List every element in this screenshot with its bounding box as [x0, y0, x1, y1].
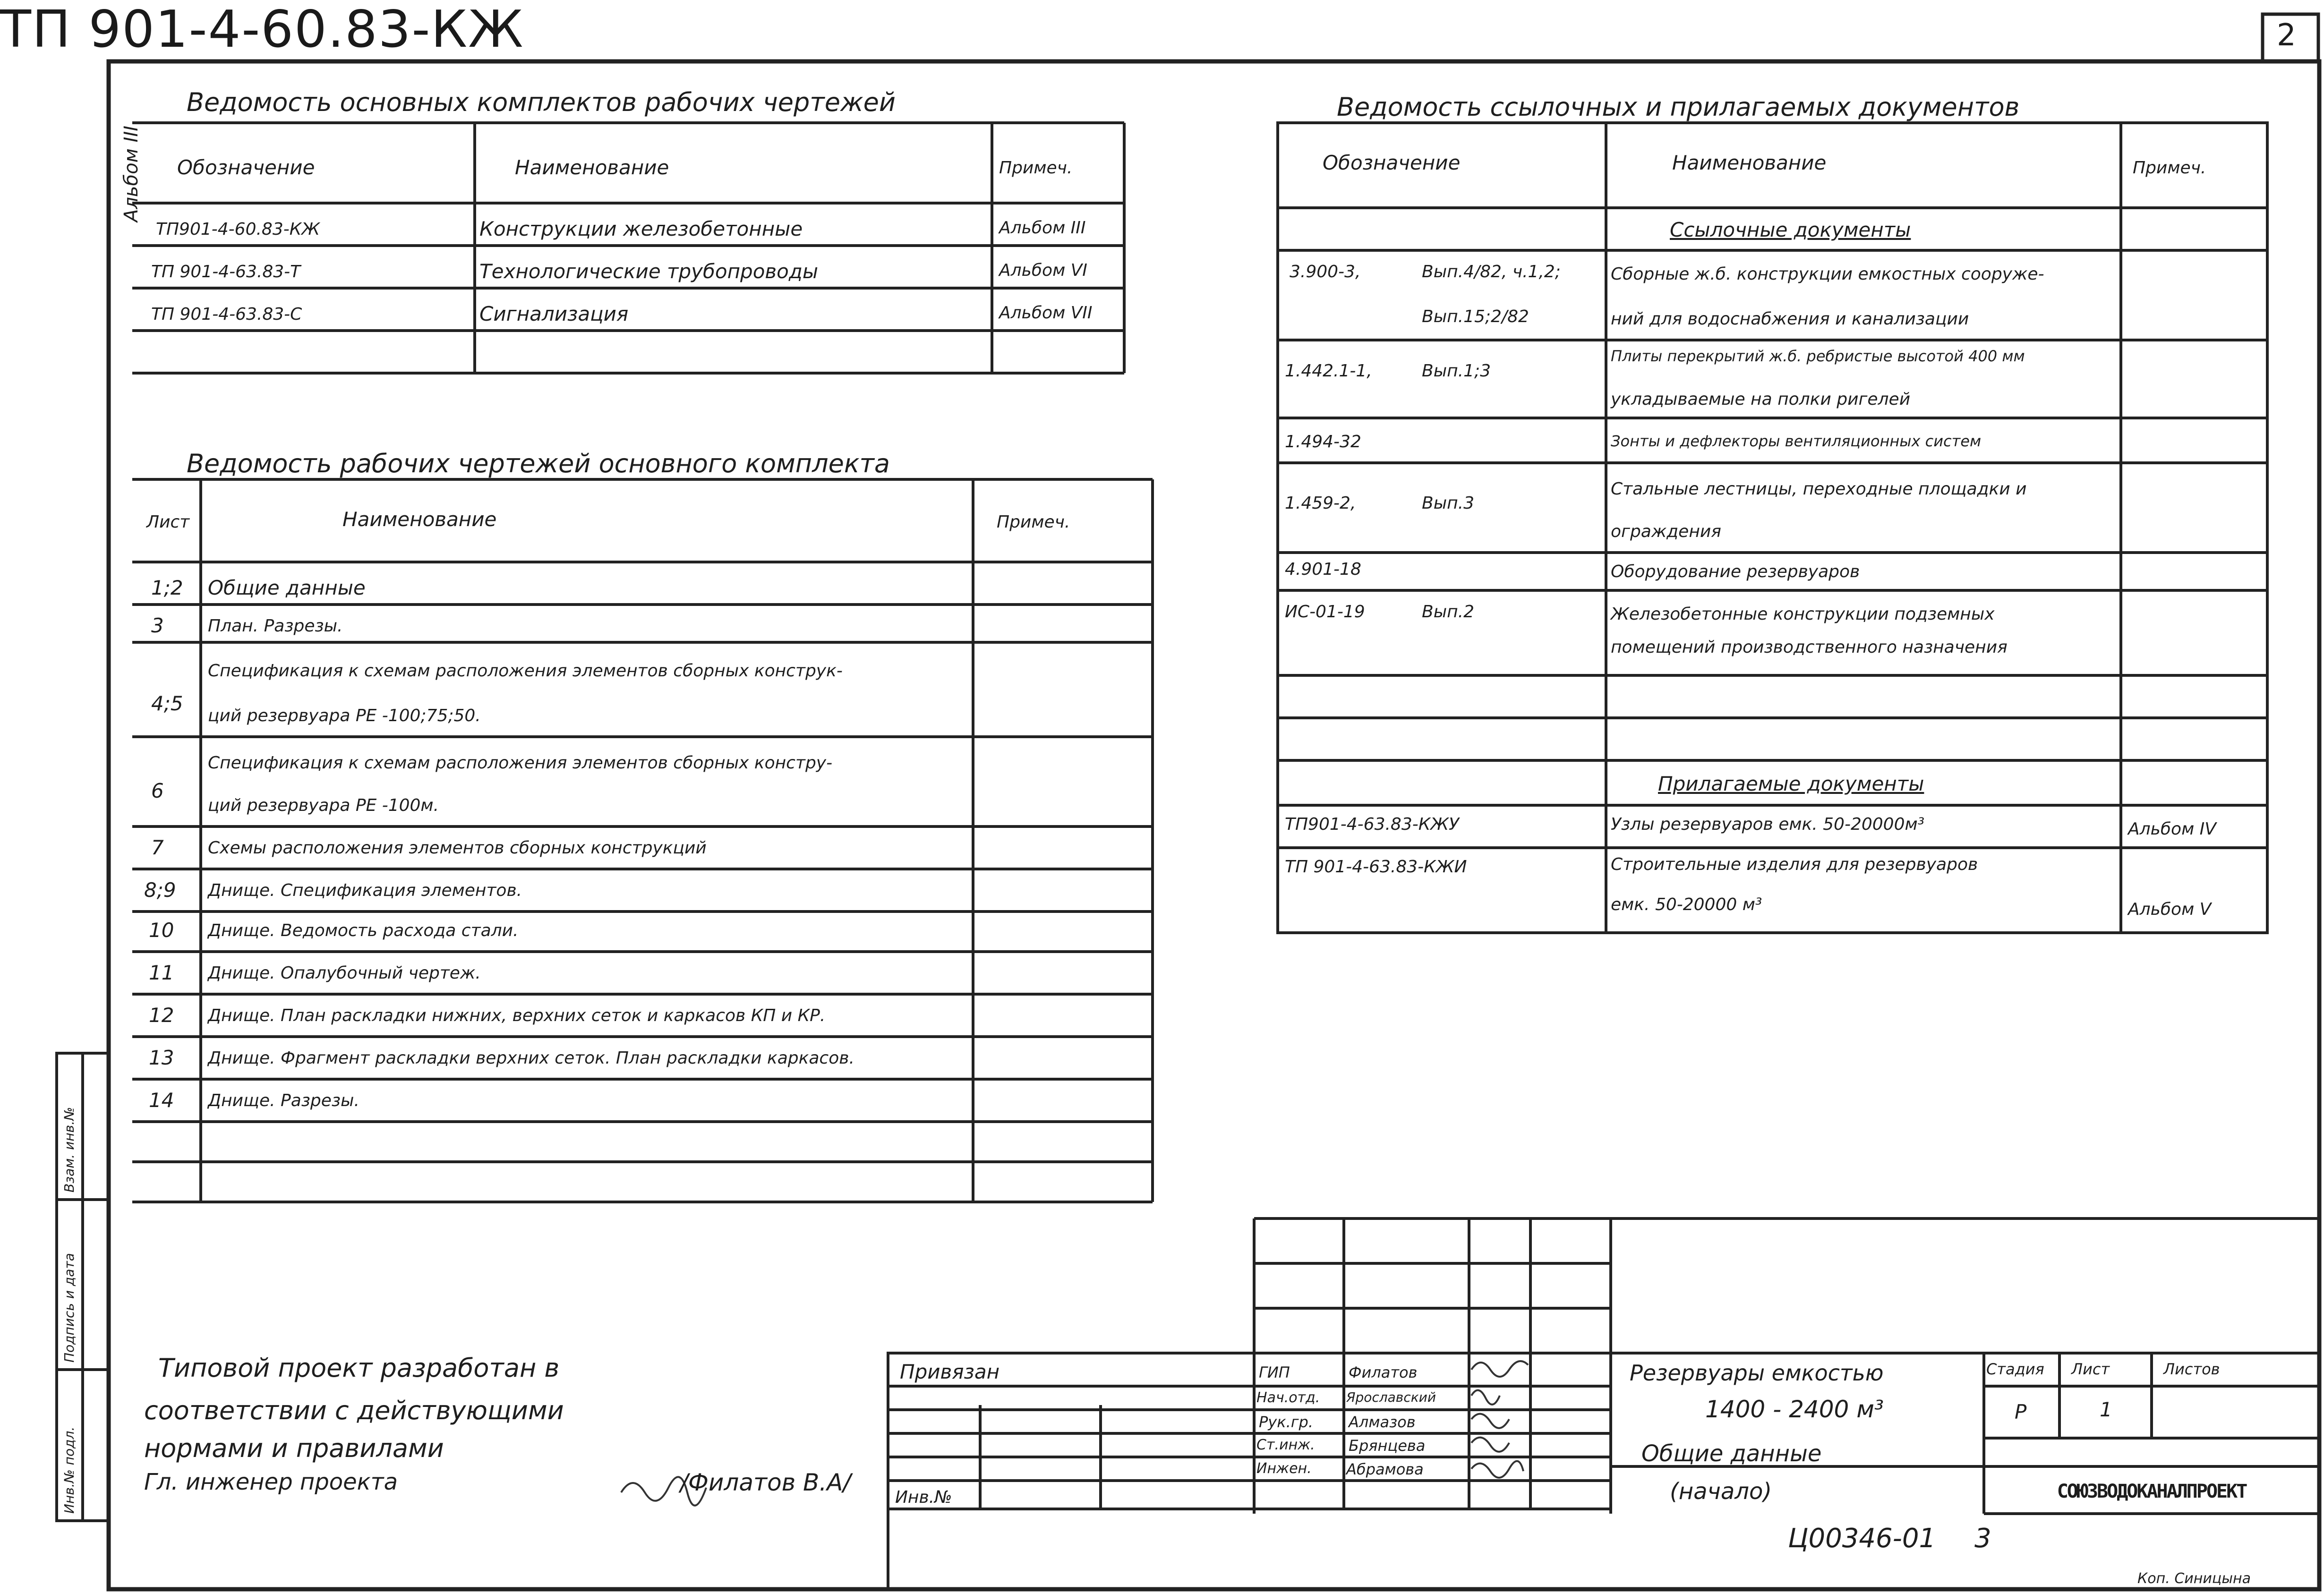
- left-bottom-row-name: Днище. План раскладки нижних, верхних сеток и каркасов КП и КР.: [208, 1006, 826, 1025]
- left-bottom-row-name: ций резервуара РЕ -100;75;50.: [208, 706, 481, 725]
- left-bottom-row-name: Днище. Опалубочный чертеж.: [208, 963, 481, 983]
- left-top-header-name: Наименование: [515, 156, 669, 179]
- ref-row-name: Стальные лестницы, переходные площадки и: [1611, 479, 2027, 499]
- ref-row-name: Железобетонные конструкции подземных: [1611, 605, 1995, 624]
- left-bottom-row-name: План. Разрезы.: [208, 616, 343, 636]
- stage-value: Р: [2015, 1400, 2027, 1423]
- left-top-header-note: Примеч.: [999, 158, 1073, 178]
- left-bottom-row-name: Спецификация к схемам расположения элементов сборных конструк-: [208, 661, 843, 681]
- right-table-lines: [1278, 123, 2267, 933]
- standards-note: нормами и правилами: [144, 1433, 444, 1463]
- left-bottom-header-sheet: Лист: [146, 512, 190, 532]
- ref-row-code: 4.901-18: [1285, 560, 1361, 579]
- left-bottom-row-name: Днище. Ведомость расхода стали.: [208, 921, 519, 940]
- left-top-row-name: Технологические трубопроводы: [479, 260, 819, 283]
- left-bottom-row-name: Днище. Спецификация элементов.: [208, 881, 522, 900]
- ref-row-name: ний для водоснабжения и канализации: [1611, 309, 1969, 329]
- object-capacity: 1400 - 2400 м³: [1705, 1396, 1884, 1423]
- organization-name: СОЮЗВОДОКАНАЛПРОЕКТ: [2057, 1481, 2247, 1502]
- left-bottom-row-sheet: 7: [151, 836, 164, 859]
- right-header-name: Наименование: [1672, 151, 1827, 174]
- left-bottom-row-sheet: 6: [151, 779, 164, 802]
- stamp-name: Алмазов: [1349, 1413, 1416, 1431]
- stamp-name: Брянцева: [1349, 1437, 1426, 1455]
- attached-section-heading: Прилагаемые документы: [1658, 772, 1924, 795]
- left-top-row-note: Альбом VI: [999, 261, 1087, 280]
- copy-note: Коп. Синицына: [2137, 1570, 2251, 1587]
- left-bottom-row-sheet: 11: [149, 961, 174, 984]
- ref-row-name: Плиты перекрытий ж.б. ребристые высотой 400 мм: [1611, 347, 2025, 365]
- ref-row-code: 1.494-32: [1285, 432, 1361, 451]
- stamp-name: Филатов: [1349, 1363, 1418, 1381]
- stamp-role: ГИП: [1259, 1363, 1290, 1381]
- left-bottom-row-name: Днище. Фрагмент раскладки верхних сеток. План раскладки каркасов.: [208, 1048, 854, 1068]
- right-table-title: Ведомость ссылочных и прилагаемых документов: [1337, 92, 2020, 122]
- ref-row-name: помещений производственного назначения: [1611, 638, 2008, 657]
- page-number: 2: [2277, 18, 2296, 53]
- left-bottom-title: Ведомость рабочих чертежей основного комплекта: [187, 449, 890, 478]
- left-bottom-row-sheet: 4;5: [151, 692, 183, 715]
- left-bottom-row-sheet: 8;9: [144, 878, 176, 902]
- left-bottom-row-sheet: 3: [151, 614, 164, 637]
- left-bottom-row-name: Днище. Разрезы.: [208, 1091, 359, 1110]
- ref-section-heading: Ссылочные документы: [1670, 218, 1911, 241]
- sheets-label: Листов: [2163, 1360, 2220, 1378]
- standards-note: соответствии с действующими: [144, 1396, 564, 1425]
- left-top-row-code: ТП901-4-60.83-КЖ: [156, 220, 320, 239]
- privyazan-inv-label: Инв.№: [895, 1488, 952, 1507]
- document-code: ТП 901-4-60.83-КЖ: [0, 0, 524, 59]
- ref-row-name: ограждения: [1611, 522, 1721, 541]
- att-row-name: Строительные изделия для резервуаров: [1611, 855, 1978, 874]
- ref-row-name: Зонты и дефлекторы вентиляционных систем: [1611, 432, 1982, 450]
- sheet-title-sub: (начало): [1670, 1478, 1772, 1505]
- stamp-role: Инжен.: [1256, 1460, 1312, 1477]
- chief-engineer-label: Гл. инженер проекта: [144, 1469, 398, 1495]
- left-top-row-name: Сигнализация: [479, 302, 629, 325]
- ref-row-code: 3.900-3,: [1290, 262, 1361, 281]
- att-row-code: ТП 901-4-63.83-КЖИ: [1285, 857, 1467, 877]
- sheet-value: 1: [2100, 1398, 2112, 1421]
- ref-row-issue: Вып.4/82, ч.1,2;: [1422, 262, 1561, 281]
- side-stamp-original-inv: Инв.№ подл.: [61, 1426, 77, 1514]
- sheet-label: Лист: [2071, 1360, 2110, 1378]
- left-bottom-header-note: Примеч.: [997, 512, 1070, 532]
- ref-row-name: Сборные ж.б. конструкции емкостных сооруже-: [1611, 264, 2044, 284]
- standards-note: Типовой проект разработан в: [158, 1353, 560, 1383]
- left-bottom-row-sheet: 14: [149, 1089, 174, 1112]
- left-bottom-row-name: Спецификация к схемам расположения элементов сборных констру-: [208, 753, 833, 773]
- att-row-code: ТП901-4-63.83-КЖУ: [1285, 815, 1459, 834]
- left-bottom-row-sheet: 12: [149, 1004, 174, 1027]
- side-stamp-signature-date: Подпись и дата: [61, 1253, 77, 1363]
- left-top-header-code: Обозначение: [177, 156, 315, 179]
- left-bottom-row-name: Общие данные: [208, 576, 366, 599]
- archive-number: Ц00346-01: [1788, 1523, 1936, 1554]
- privyazan-label: Привязан: [900, 1360, 1000, 1383]
- right-header-note: Примеч.: [2133, 158, 2206, 178]
- side-stamp-replace-inv: Взам. инв.№: [61, 1107, 77, 1193]
- ref-row-name: Оборудование резервуаров: [1611, 562, 1860, 581]
- left-bottom-header-name: Наименование: [342, 508, 497, 531]
- stage-label: Стадия: [1986, 1360, 2044, 1378]
- stamp-role: Ст.инж.: [1256, 1437, 1315, 1453]
- left-bottom-row-name: ций резервуара РЕ -100м.: [208, 796, 439, 815]
- chief-engineer-name: /Филатов В.А/: [680, 1469, 851, 1496]
- ref-row-code: 1.459-2,: [1285, 494, 1356, 513]
- left-bottom-row-sheet: 1;2: [151, 576, 183, 599]
- right-header-code: Обозначение: [1323, 151, 1461, 174]
- ref-row-code: 1.442.1-1,: [1285, 361, 1372, 381]
- left-bottom-row-sheet: 13: [149, 1046, 174, 1069]
- stamp-role: Рук.гр.: [1259, 1413, 1314, 1431]
- ref-row-issue: Вып.3: [1422, 494, 1475, 513]
- att-row-name: Узлы резервуаров емк. 50-20000м³: [1611, 815, 1925, 834]
- ref-row-issue: Вып.1;3: [1422, 361, 1491, 381]
- ref-row-issue: Вып.2: [1422, 602, 1475, 622]
- stamp-role: Нач.отд.: [1256, 1389, 1320, 1406]
- ref-row-issue: Вып.15;2/82: [1422, 307, 1529, 326]
- left-top-row-name: Конструкции железобетонные: [479, 217, 803, 240]
- stamp-name: Абрамова: [1346, 1460, 1424, 1478]
- left-bottom-row-sheet: 10: [149, 919, 174, 942]
- archive-sheet: 3: [1974, 1523, 1991, 1554]
- left-bottom-row-name: Схемы расположения элементов сборных конструкций: [208, 838, 707, 858]
- album-label: Альбом III: [120, 126, 142, 222]
- att-row-name: емк. 50-20000 м³: [1611, 895, 1762, 914]
- sheet-title: Общие данные: [1641, 1440, 1822, 1467]
- left-top-row-note: Альбом VII: [999, 303, 1093, 323]
- object-title: Резервуары емкостью: [1630, 1360, 1884, 1386]
- ref-row-name: укладываемые на полки ригелей: [1611, 390, 1911, 409]
- left-top-row-note: Альбом III: [999, 218, 1086, 238]
- att-row-note: Альбом IV: [2128, 819, 2216, 839]
- att-row-note: Альбом V: [2128, 900, 2212, 919]
- stamp-name: Ярославский: [1346, 1389, 1436, 1405]
- left-top-title: Ведомость основных комплектов рабочих чертежей: [187, 87, 896, 117]
- ref-row-code: ИС-01-19: [1285, 602, 1365, 622]
- left-top-row-code: ТП 901-4-63.83-Т: [151, 262, 301, 281]
- left-top-row-code: ТП 901-4-63.83-С: [151, 305, 302, 324]
